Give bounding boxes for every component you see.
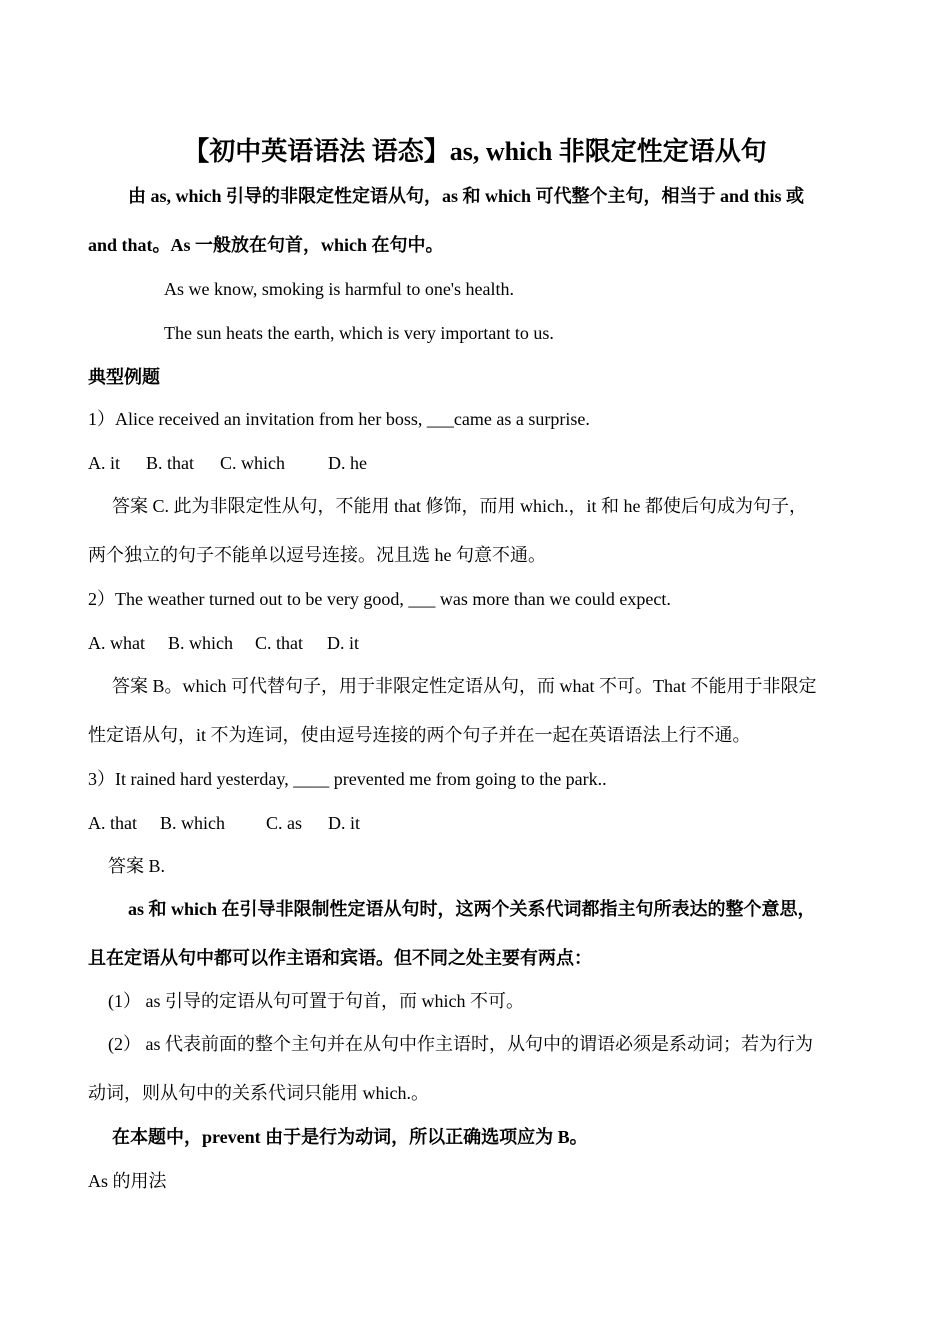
option-a: A. what: [88, 633, 145, 653]
question-2-options: [88, 631, 862, 655]
question-1-stem: 1）Alice received an invitation from her boss, ___came as a surprise.: [88, 409, 590, 429]
intro-line-1: 由 as, which 引导的非限定性定语从句，as 和 which 可代整个主句，相当于 and this 或: [128, 186, 805, 206]
option-c: C. as: [266, 813, 302, 833]
page-title: 【初中英语语法 语态】as, which 非限定性定语从句: [183, 137, 767, 166]
intro-line-2: and that。As 一般放在句首，which 在句中。: [88, 235, 444, 255]
option-d: D. it: [328, 813, 361, 833]
explanation-point-1: (1） as 引导的定语从句可置于句首，而 which 不可。: [108, 991, 524, 1011]
explanation-point-2-line-2: 动词，则从句中的关系代词只能用 which.。: [88, 1083, 429, 1103]
question-1-answer-line-2: 两个独立的句子不能单以逗号连接。况且选 he 句意不通。: [88, 545, 546, 565]
question-3-answer: 答案 B.: [108, 856, 166, 876]
section-heading: 典型例题: [88, 367, 160, 387]
question-2-answer-line-2: 性定语从句，it 不为连词，使由逗号连接的两个句子并在一起在英语语法上行不通。: [88, 725, 751, 745]
explanation-point-2-line-1: (2） as 代表前面的整个主句并在从句中作主语时，从句中的谓语必须是系动词；若为行为: [108, 1034, 813, 1054]
option-b: B. that: [146, 453, 194, 473]
explanation-conclusion: 在本题中，prevent 由于是行为动词，所以正确选项应为 B。: [112, 1127, 588, 1147]
option-d: D. it: [327, 633, 360, 653]
option-b: B. which: [160, 813, 225, 833]
option-a: A. that: [88, 813, 137, 833]
question-2-stem: 2）The weather turned out to be very good, ___ was more than we could expect.: [88, 589, 671, 609]
option-a: A. it: [88, 453, 121, 473]
option-b: B. which: [168, 633, 233, 653]
footer-heading: As 的用法: [88, 1171, 167, 1191]
intro-example-1: As we know, smoking is harmful to one's health.: [164, 279, 515, 299]
explanation-line-1: as 和 which 在引导非限制性定语从句时，这两个关系代词都指主句所表达的整个意思，: [128, 899, 816, 919]
question-1-answer-line-1: 答案 C. 此为非限定性从句，不能用 that 修饰，而用 which.，it 和 he 都使后句成为句子，: [112, 496, 807, 516]
option-c: C. that: [255, 633, 303, 653]
intro-example-2: The sun heats the earth, which is very important to us.: [164, 323, 554, 343]
option-d: D. he: [328, 453, 367, 473]
question-3-options: [88, 811, 862, 835]
question-2-answer-line-1: 答案 B。which 可代替句子，用于非限定性定语从句，而 what 不可。That 不能用于非限定: [112, 676, 817, 696]
question-1-options: [88, 451, 862, 475]
question-3-stem: 3）It rained hard yesterday, ____ prevented me from going to the park..: [88, 769, 607, 789]
option-c: C. which: [220, 453, 285, 473]
explanation-line-2: 且在定语从句中都可以作主语和宾语。但不同之处主要有两点：: [88, 948, 592, 968]
